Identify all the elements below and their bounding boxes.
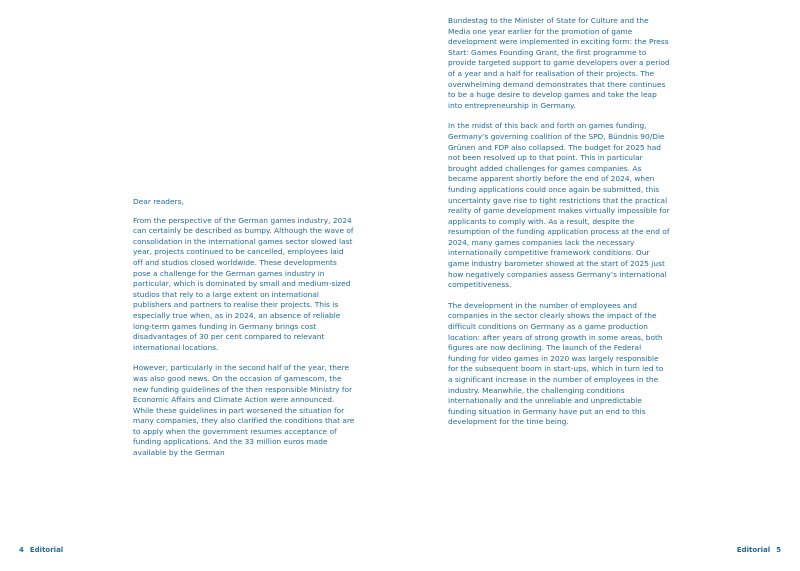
page-number: 5 bbox=[776, 546, 781, 554]
right-page bbox=[400, 0, 800, 571]
paragraph: Bundestag to the Minister of State for Culture and the Media one year earlier for the promotion of game development were implemented in exciting form: the Press Start: Games Founding Grant, the first programme to provide targeted support to game developers over a period of a year and a half for realisation of their projects. The overwhelming demand demonstrates that there continues to be a huge desire to develop games and take the leap into entrepreneurship in Germany. bbox=[448, 16, 670, 110]
right-page-footer bbox=[737, 545, 781, 555]
paragraph: However, particularly in the second half of the year, there was also good news. On the occasion of gamescom, the new funding guidelines of the then responsible Ministry for Economic Affairs and Climate Action were announced. While these guidelines in part worsened the situation for many companies, they also clarified the conditions that are to apply when the government resumes acceptance of funding applications. And the 33 million euros made available by the German bbox=[133, 363, 355, 458]
left-page-footer bbox=[19, 545, 63, 555]
page-number: 4 bbox=[19, 546, 24, 554]
paragraph: In the midst of this back and forth on games funding, Germany’s governing coalition of the SPD, Bündnis 90/Die Grünen and FDP also collapsed. The budget for 2025 had not been resolved up to that point. This in particular brought added challenges for games companies. As became apparent shortly before the end of 2024, when funding applications could once again be submitted, this uncertainty gave rise to tight restrictions that the practical reality of game development makes virtually impossible for applicants to comply with. As a result, despite the resumption of the funding application process at the end of 2024, many games companies lack the necessary internationally competitive framework conditions. Our game industry barometer showed at the start of 2025 just how negatively companies assess Germany’s international competitiveness. bbox=[448, 121, 670, 290]
paragraph: From the perspective of the German games industry, 2024 can certainly be described as bumpy. Although the wave of consolidation in the international games sector slowed last year, projects continued to be cancelled, employees laid off and studios closed worldwide. These developments pose a challenge for the German games industry in particular, which is dominated by small and medium-sized studios that rely to a large extent on international publishers and partners to realise their projects. This is especially true when, as in 2024, an absence of reliable long-term games funding in Germany brings cost disadvantages of 30 per cent compared to relevant international locations. bbox=[133, 215, 354, 352]
right-text-column bbox=[448, 16, 670, 438]
paragraph: The development in the number of employees and companies in the sector clearly shows the impact of the difficult conditions on Germany as a game production location: after years of strong growth in some areas, both figures are now declining. The launch of the Federal funding for video games in 2020 was largely responsible for the subsequent boom in start-ups, which in turn led to a significant increase in the number of employees in the industry. Meanwhile, the challenging conditions internationally and the unreliable and unpredictable funding situation in Germany have put an end to this development for the time being. bbox=[448, 300, 664, 427]
left-text-column bbox=[133, 197, 355, 469]
section-label: Editorial bbox=[29, 546, 64, 554]
section-label: Editorial bbox=[736, 546, 771, 554]
salutation: Dear readers, bbox=[133, 197, 184, 206]
